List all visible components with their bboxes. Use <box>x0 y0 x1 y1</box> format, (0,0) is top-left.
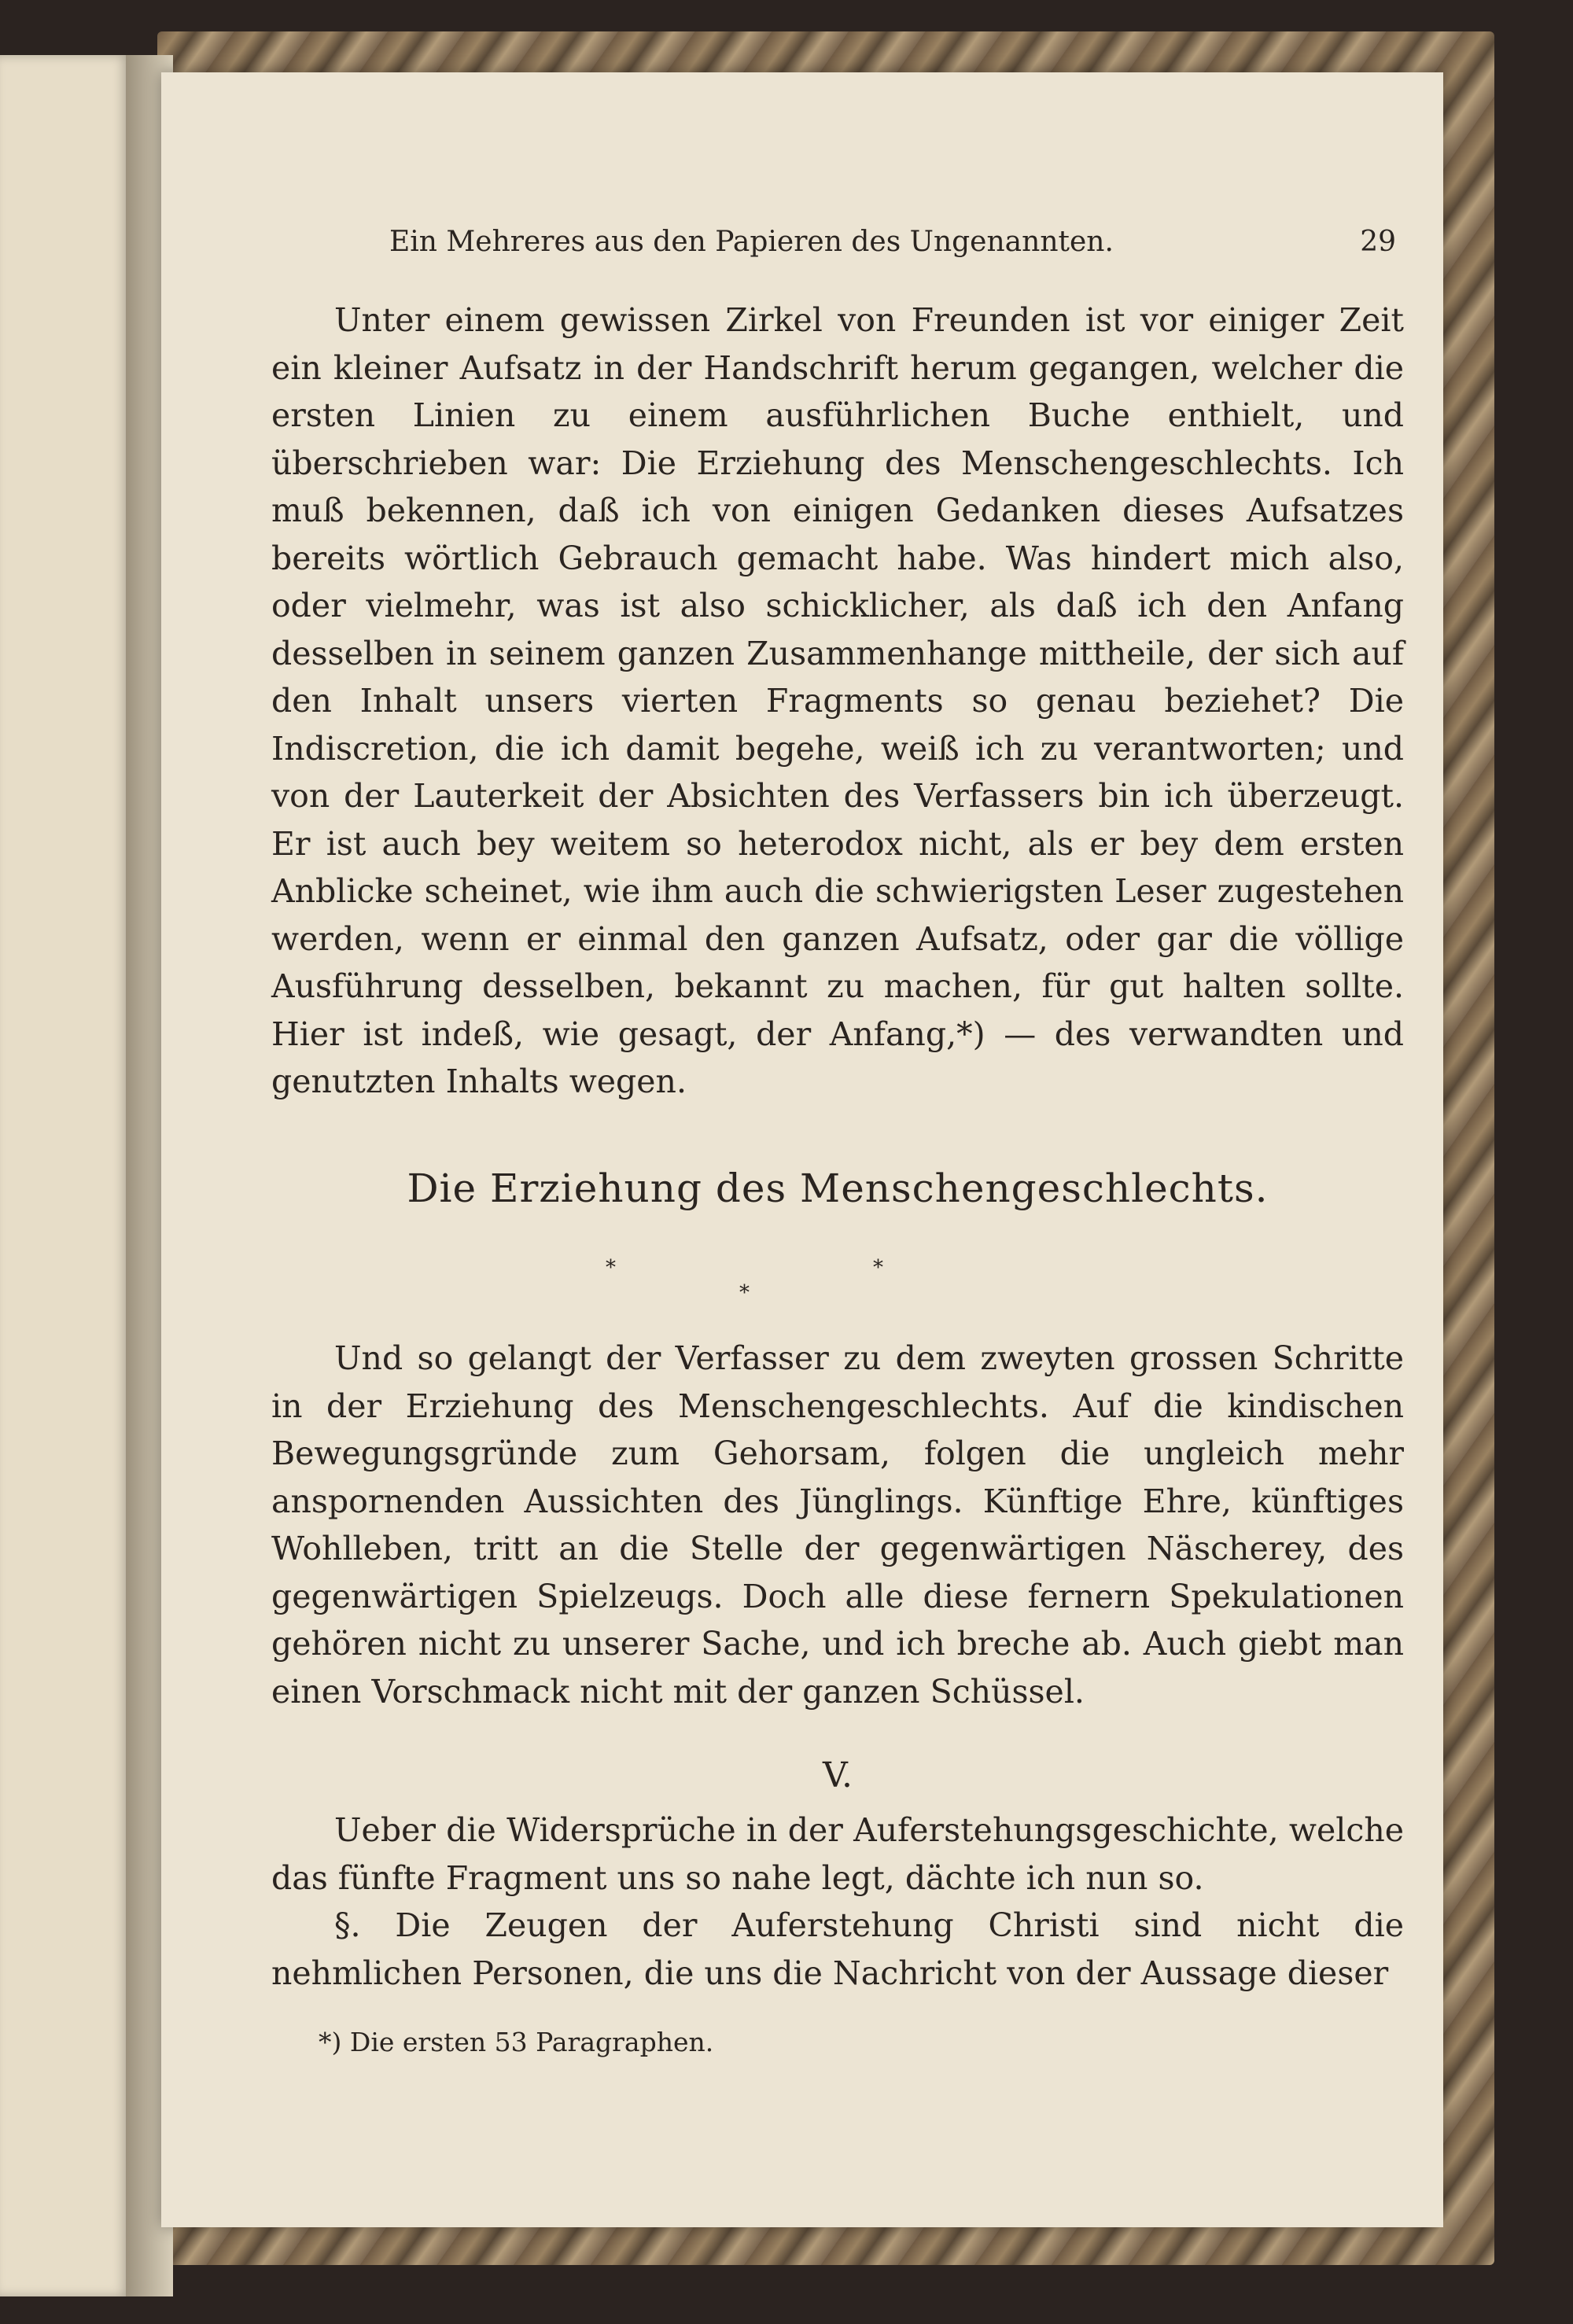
paragraph-section-first: §. Die Zeugen der Auferstehung Christi sind nicht die nehmlichen Personen, die uns die Nachricht von der Aussage dieser <box>271 1906 1404 1992</box>
paragraph-intro: Unter einem gewissen Zirkel von Freunden ist vor einiger Zeit ein kleiner Aufsatz in der Handschrift herum gegangen, welcher die ersten Linien zu einem ausführlichen Buche enthielt, und überschrieben war: Die Erziehung des Menschengeschlechts. Ich muß bekennen, daß ich von einigen Gedanken dieses Aufsatzes bereits wörtlich Gebrauch gemacht habe. Was hindert mich also, oder vielmehr, was ist also schicklicher, als daß ich den Anfang desselben in seinem ganzen Zusammenhange mittheile, der sich auf den Inhalt unsers vierten Fragments so genau beziehet? Die Indiscretion, die ich damit begehe, weiß ich zu verantworten; und von der Lauterkeit der Absichten des Verfassers bin ich überzeugt. Er ist auch bey weitem so heterodox nicht, als er bey dem ersten Anblicke scheinet, wie ihm auch die schwierigsten Leser zugestehen werden, wenn er einmal den ganzen Aufsatz, oder gar die völlige Ausführung desselben, bekannt zu machen, für gut halten sollte. Hier ist indeß, wie gesagt, der Anfang,*) — des verwandten und genutzten Inhalts wegen. <box>271 301 1404 1100</box>
book-page <box>161 72 1443 2227</box>
section-v-text <box>271 1807 1404 1997</box>
footnote: *) Die ersten 53 Paragraphen. <box>319 2027 714 2057</box>
intro-paragraph-block <box>271 296 1404 1106</box>
paragraph-section-intro: Ueber die Widersprüche in der Auferstehungsgeschichte, welche das fünfte Fragment uns so nahe legt, dächte ich nun so. <box>271 1811 1404 1897</box>
running-title: Ein Mehreres aus den Papieren des Ungenannten. <box>389 226 1114 258</box>
ornament-asterisk: * <box>606 1256 616 1280</box>
left-page <box>0 55 130 2296</box>
section-heading: Die Erziehung des Menschengeschlechts. <box>407 1166 1269 1211</box>
ornament-asterisk: * <box>739 1281 750 1305</box>
paragraph-second-step: Und so gelangt der Verfasser zu dem zweyten grossen Schritte in der Erziehung des Menschengeschlechts. Auf die kindischen Bewegungsgründe zum Gehorsam, folgen die ungleich mehr anspornenden Aussichten des Jünglings. Künftige Ehre, künftiges Wohlleben, tritt an die Stelle der gegenwärtigen Näscherey, des gegenwärtigen Spielzeugs. Doch alle diese fernern Spekulationen gehören nicht zu unserer Sache, und ich breche ab. Auch giebt man einen Vorschmack nicht mit der ganzen Schüssel. <box>271 1339 1404 1711</box>
page-number: 29 <box>1360 226 1396 258</box>
ornament-asterisks <box>161 1248 1443 1311</box>
page-header <box>389 226 1396 258</box>
ornament-asterisk: * <box>873 1256 883 1280</box>
second-paragraph-block <box>271 1335 1404 1715</box>
section-number: V. <box>822 1755 853 1795</box>
